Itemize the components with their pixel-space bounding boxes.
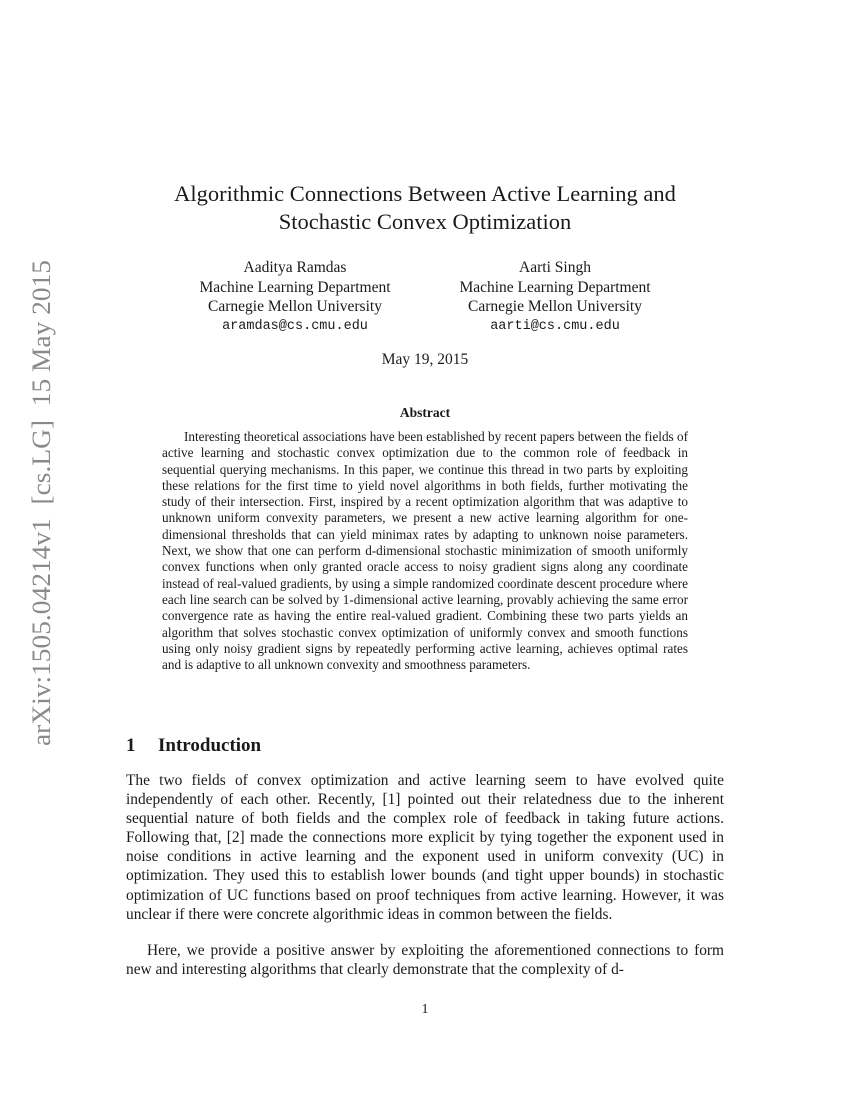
section-heading <box>126 735 261 757</box>
title-line-1: Algorithmic Connections Between Active Learning and <box>174 181 676 206</box>
author-email[interactable]: aarti@cs.cmu.edu <box>490 318 620 334</box>
author-department: Machine Learning Department <box>199 278 391 296</box>
author-name: Aaditya Ramdas <box>243 259 347 276</box>
page-number: 1 <box>421 1002 429 1017</box>
body-paragraph: The two fields of convex optimization and active learning seem to have evolved quite independently of each other. Recently, [1] pointed out their relatedness due to the inherent sequential nature of both fields and the complex role of feedback in taking future actions. Following that, [2] made the connections more explicit by tying together the exponent used in noise conditions in active learning and the exponent used in uniform convexity (UC) in optimization. They used this to establish lower bounds (and tight upper bounds) in stochastic optimization of UC functions based on proof techniques from active learning. However, it was unclear if there were concrete algorithmic ideas in common between the fields. <box>126 772 724 923</box>
abstract-text: Interesting theoretical associations have been established by recent papers between the fields of active learning and stochastic convex optimization due to the common role of feedback in sequential querying mechanisms. In this paper, we continue this thread in two parts by exploiting these relations for the first time to yield novel algorithms in both fields, further motivating the study of their intersection. First, inspired by a recent optimization algorithm that was adaptive to unknown uniform convexity parameters, we present a new active learning algorithm for one-dimensional thresholds that can yield minimax rates by adapting to unknown noise parameters. Next, we show that one can perform d-dimensional stochastic minimization of smooth uniformly convex functions when only granted oracle access to noisy gradient signs along any coordinate instead of real-valued gradients, by using a simple randomized coordinate descent procedure where each line search can be solved by 1-dimensional active learning, provably achieving the same error convergence rate as having the entire real-valued gradient. Combining these two parts yields an algorithm that solves stochastic convex optimization of uniformly convex and smooth functions using only noisy gradient signs by repeatedly performing active learning, achieves optimal rates and is adaptive to all unknown convexity and smoothness parameters. <box>162 429 688 673</box>
section-title: Introduction <box>158 735 262 756</box>
title-line-2: Stochastic Convex Optimization <box>278 209 572 234</box>
paper-title <box>120 180 730 236</box>
abstract-heading: Abstract <box>399 405 451 420</box>
author-block-2 <box>440 258 670 336</box>
author-email[interactable]: aramdas@cs.cmu.edu <box>222 318 368 334</box>
arxiv-stamp <box>16 258 60 748</box>
author-name: Aarti Singh <box>519 259 591 276</box>
arxiv-identifier: arXiv:1505.04214v1 [cs.LG] 15 May 2015 <box>27 285 56 746</box>
author-institution: Carnegie Mellon University <box>208 298 382 315</box>
publication-date: May 19, 2015 <box>381 351 469 368</box>
author-institution: Carnegie Mellon University <box>468 298 642 315</box>
author-block-1 <box>180 258 410 336</box>
section-number: 1 <box>126 735 136 756</box>
author-department: Machine Learning Department <box>459 278 651 296</box>
body-paragraph: Here, we provide a positive answer by exploiting the aforementioned connections to form new and interesting algorithms that clearly demonstrate that the complexity of d- <box>126 942 724 979</box>
